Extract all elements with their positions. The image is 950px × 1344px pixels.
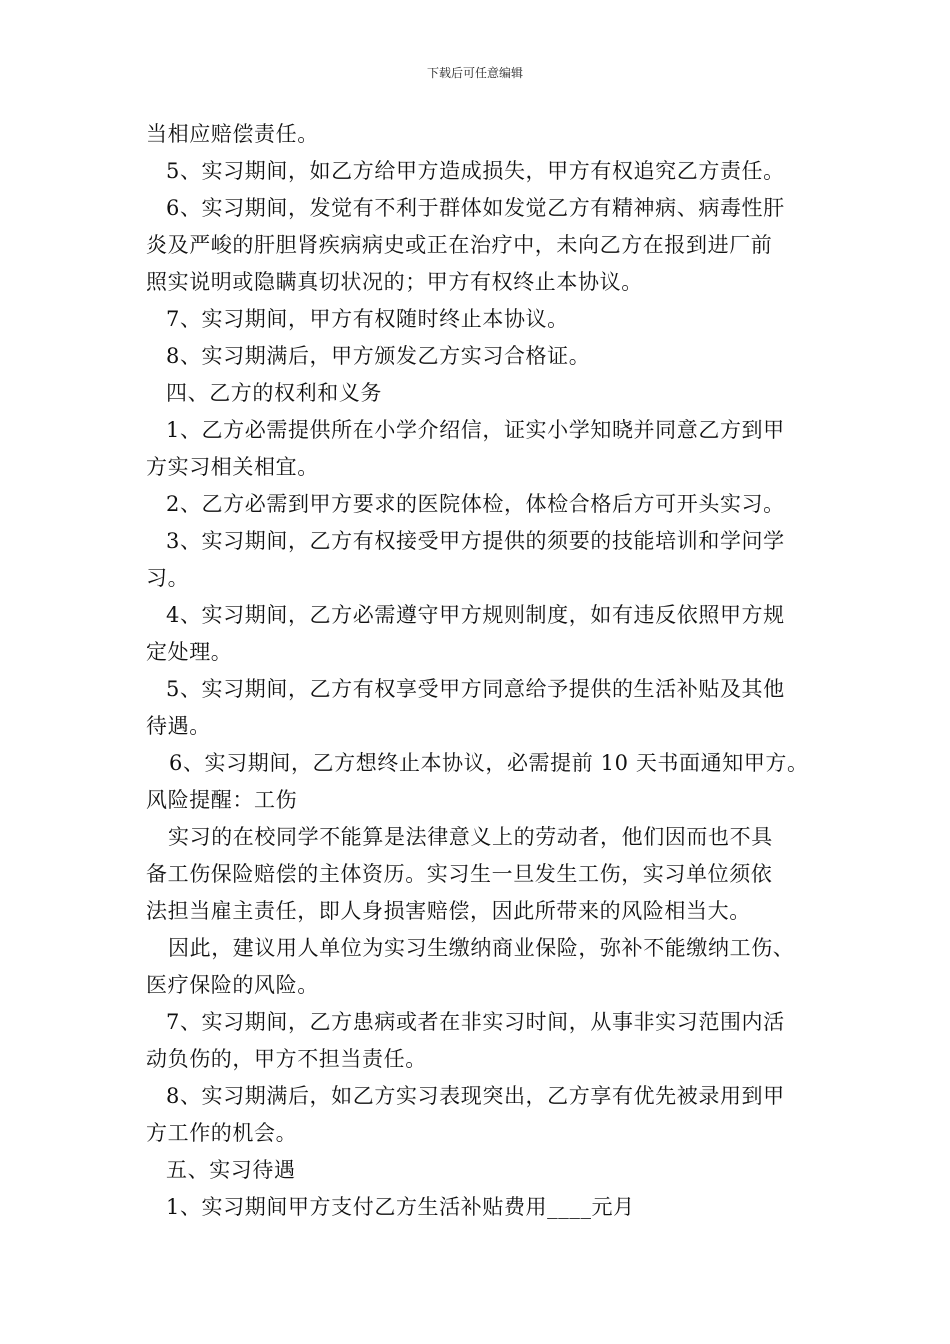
document-body (146, 116, 822, 1226)
paragraph-line: 6、实习期间，发觉有不利于群体如发觉乙方有精神病、病毒性肝 (166, 196, 785, 220)
paragraph-line: 医疗保险的风险。 (146, 973, 319, 997)
section-heading: 四、乙方的权利和义务 (166, 381, 382, 405)
paragraph-line: 待遇。 (146, 714, 211, 738)
paragraph-line: 7、实习期间，甲方有权随时终止本协议。 (166, 307, 569, 331)
paragraph-line: 备工伤保险赔偿的主体资历。实习生一旦发生工伤，实习单位须依 (146, 862, 773, 886)
paragraph-line: 1、乙方必需提供所在小学介绍信，证实小学知晓并同意乙方到甲 (166, 418, 785, 442)
paragraph-line: 8、实习期满后，如乙方实习表现突出，乙方享有优先被录用到甲 (166, 1084, 785, 1108)
section-heading: 五、实习待遇 (166, 1158, 296, 1182)
paragraph-line: 因此，建议用人单位为实习生缴纳商业保险，弥补不能缴纳工伤、 (168, 936, 795, 960)
paragraph-line: 2、乙方必需到甲方要求的医院体检，体检合格后方可开头实习。 (166, 492, 785, 516)
paragraph-line: 照实说明或隐瞒真切状况的；甲方有权终止本协议。 (146, 270, 643, 294)
paragraph-line: 方工作的机会。 (146, 1121, 298, 1145)
paragraph-line: 5、实习期间，如乙方给甲方造成损失，甲方有权追究乙方责任。 (166, 159, 785, 183)
risk-heading: 风险提醒：工伤 (146, 788, 298, 812)
paragraph-line: 定处理。 (146, 640, 233, 664)
paragraph-line: 7、实习期间，乙方患病或者在非实习时间，从事非实习范围内活 (166, 1010, 785, 1034)
paragraph-line: 4、实习期间，乙方必需遵守甲方规则制度，如有违反依照甲方规 (166, 603, 785, 627)
paragraph-line: 动负伤的，甲方不担当责任。 (146, 1047, 427, 1071)
paragraph-line: 1、实习期间甲方支付乙方生活补贴费用____元月 (166, 1195, 635, 1219)
paragraph-line: 习。 (146, 566, 190, 590)
paragraph-line: 6、实习期间，乙方想终止本协议，必需提前 10 天书面通知甲方。 (169, 751, 809, 775)
paragraph-line: 炎及严峻的肝胆肾疾病病史或正在治疗中，未向乙方在报到进厂前 (146, 233, 773, 257)
paragraph-line: 8、实习期满后，甲方颁发乙方实习合格证。 (166, 344, 591, 368)
page-header: 下载后可任意编辑 (426, 66, 523, 80)
paragraph-line: 5、实习期间，乙方有权享受甲方同意给予提供的生活补贴及其他 (166, 677, 785, 701)
paragraph-line: 当相应赔偿责任。 (146, 122, 319, 146)
paragraph-line: 法担当雇主责任，即人身损害赔偿，因此所带来的风险相当大。 (146, 899, 751, 923)
paragraph-line: 方实习相关相宜。 (146, 455, 319, 479)
paragraph-line: 实习的在校同学不能算是法律意义上的劳动者，他们因而也不具 (168, 825, 773, 849)
paragraph-line: 3、实习期间，乙方有权接受甲方提供的须要的技能培训和学问学 (166, 529, 785, 553)
